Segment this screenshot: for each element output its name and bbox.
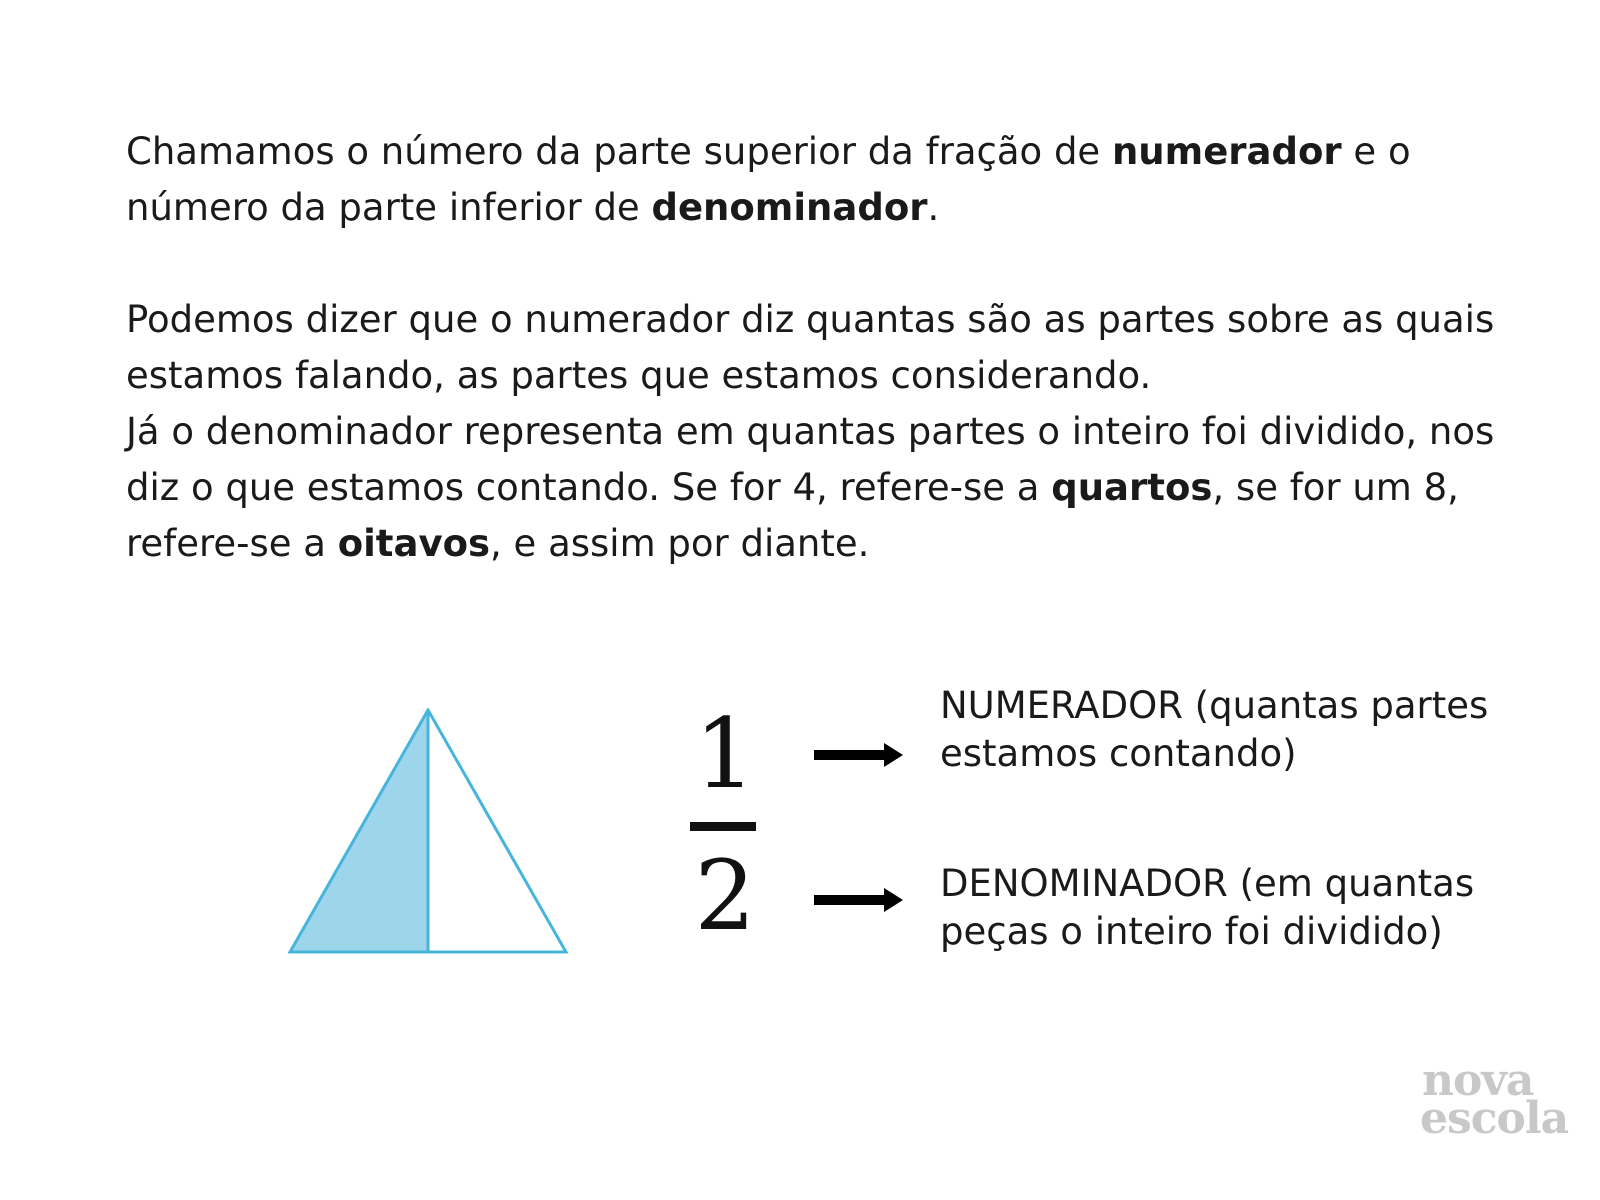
p2-line-1: Podemos dizer que o numerador diz quantas são as partes sobre as quais	[126, 298, 1495, 341]
p2-text-4: , e assim por diante.	[490, 522, 870, 565]
p2-text-3: refere-se a	[126, 522, 338, 565]
p2-bold-oitavos: oitavos	[337, 522, 491, 565]
logo-line-2: escola	[1420, 1093, 1569, 1144]
numerator-label-line-1: NUMERADOR (quantas partes	[940, 684, 1489, 727]
p1-text-4: .	[927, 186, 940, 229]
p2-line-2: estamos falando, as partes que estamos considerando.	[126, 354, 1152, 397]
denominator-label-line-2: peças o inteiro foi dividido)	[940, 910, 1443, 953]
p1-text-3: número da parte inferior de	[126, 186, 652, 229]
nova-escola-logo	[1420, 1055, 1569, 1144]
fraction-bar	[690, 822, 756, 831]
p1-bold-denominador: denominador	[651, 186, 928, 229]
p2-line-3: Já o denominador representa em quantas partes o inteiro foi dividido, nos	[126, 410, 1495, 453]
fraction-numerator: 1	[694, 698, 756, 810]
denominator-label-line-1: DENOMINADOR (em quantas	[940, 862, 1475, 905]
p1-text-2: e o	[1341, 130, 1411, 173]
p1-bold-numerador: numerador	[1111, 130, 1342, 173]
fraction-one-half	[690, 698, 760, 952]
numerator-label-line-2: estamos contando)	[940, 732, 1297, 775]
p1-text-1: Chamamos o número da parte superior da fração de	[126, 130, 1112, 173]
paragraph-numerator-denominator	[126, 124, 1526, 236]
paragraph-explanation	[126, 292, 1526, 572]
logo-line-1: nova	[1422, 1055, 1534, 1106]
half-shaded-triangle	[288, 708, 578, 960]
denominator-label	[940, 860, 1474, 956]
right-arrow-icon	[814, 885, 904, 915]
p2-bold-quartos: quartos	[1051, 466, 1213, 509]
fraction-denominator: 2	[694, 840, 756, 952]
p2-text-1: diz o que estamos contando. Se for 4, refere-se a	[126, 466, 1052, 509]
right-arrow-icon	[814, 740, 904, 770]
p2-text-2: , se for um 8,	[1212, 466, 1459, 509]
numerator-label	[940, 682, 1488, 778]
